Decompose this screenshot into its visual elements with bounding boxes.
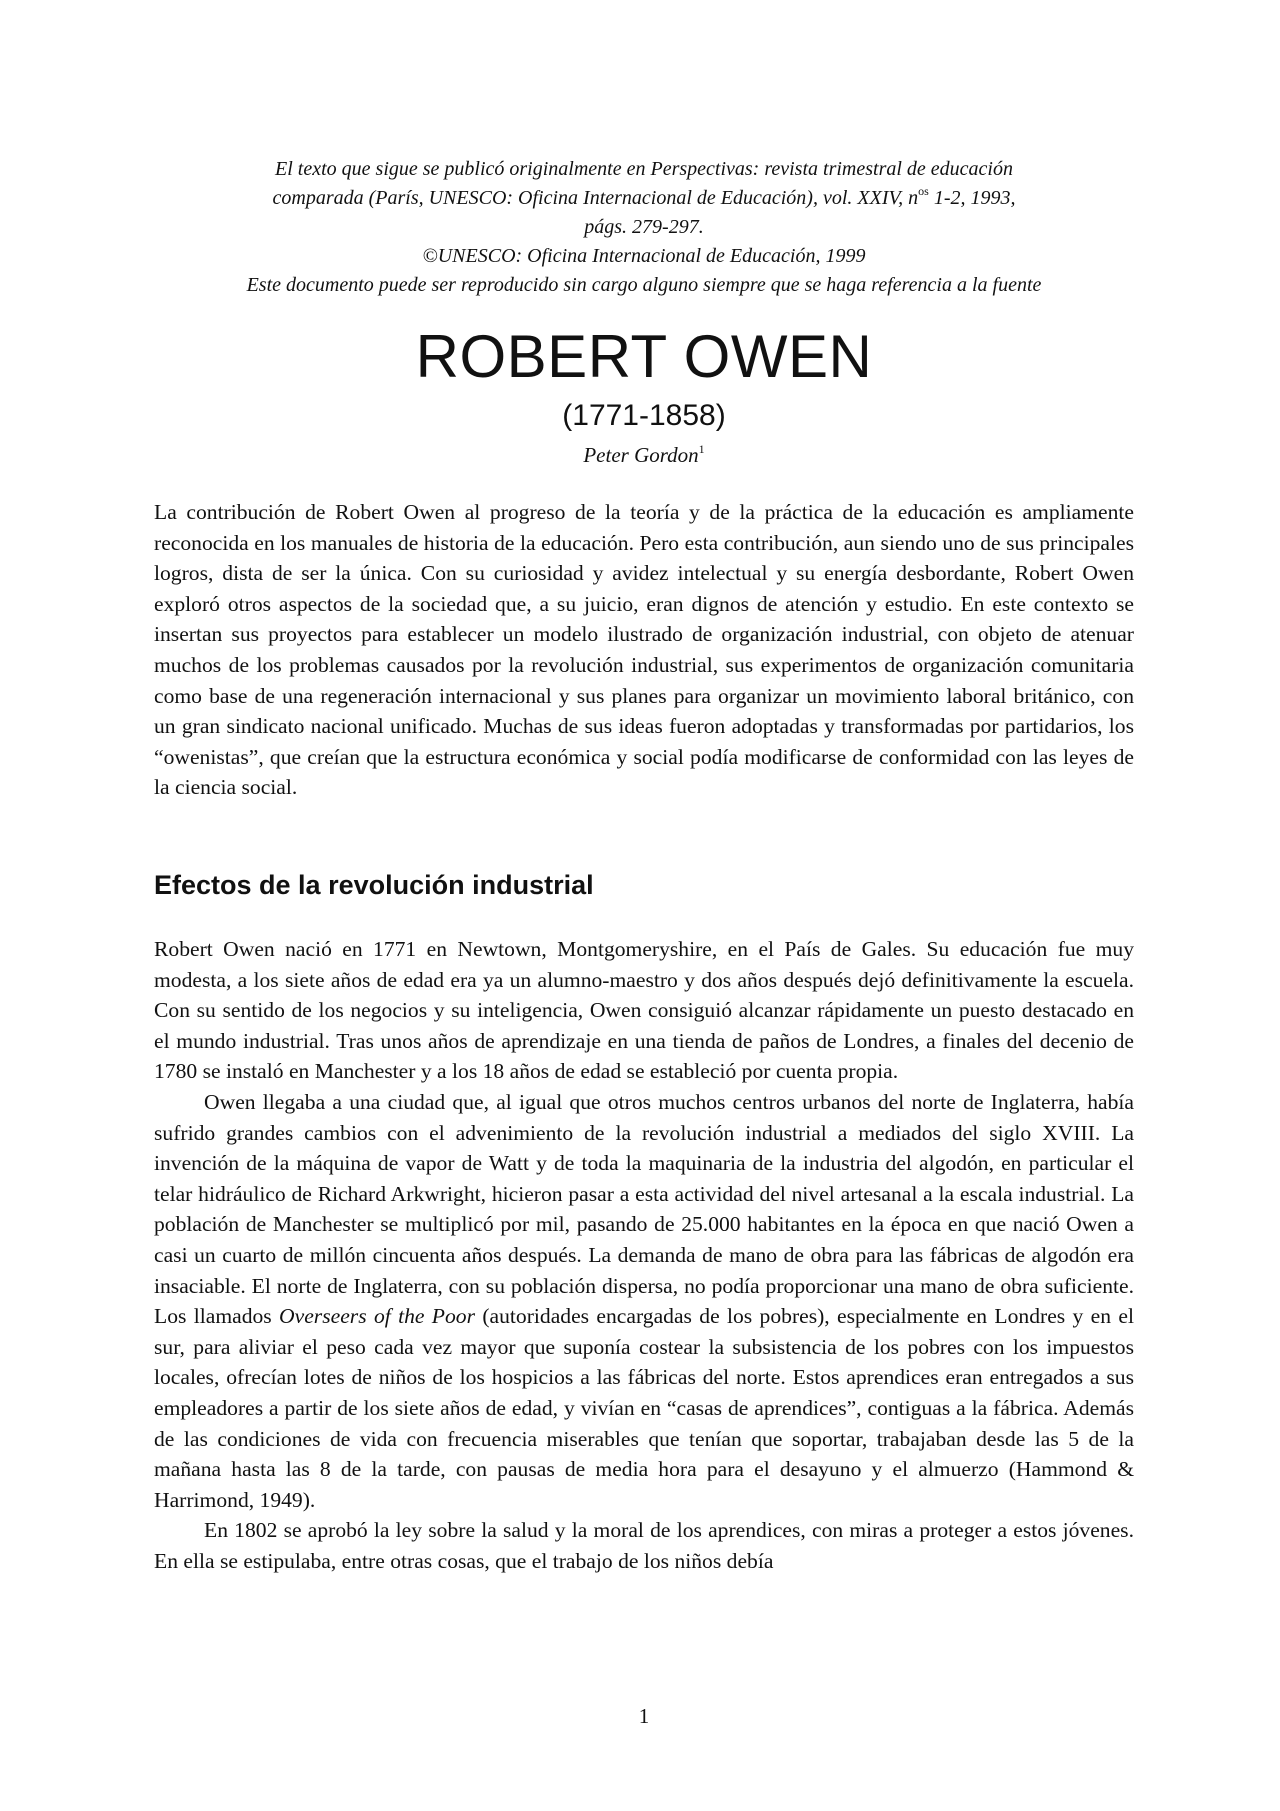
- section-heading: Efectos de la revolución industrial: [154, 870, 594, 900]
- publication-note-superscript: os: [918, 184, 929, 198]
- body-paragraph-1: Robert Owen nació en 1771 en Newtown, Montgomeryshire, en el País de Gales. Su educación fue muy modesta, a los siete años de edad era ya un alumno-maestro y dos años después dejó definitivamente la escuela. Con su sentido de los negocios y su inteligencia, Owen consiguió alcanzar rápidamente un puesto destacado en el mundo industrial. Tras unos años de aprendizaje en una tienda de paños de Londres, a finales del decenio de 1780 se instaló en Manchester y a los 18 años de edad se estableció por cuenta propia.: [154, 937, 1134, 1084]
- reproduction-note: Este documento puede ser reproducido sin cargo alguno siempre que se haga referencia a la fuente: [246, 274, 1042, 296]
- section-body: [154, 934, 1134, 1576]
- publication-note-line-2-end: 1-2, 1993,: [928, 187, 1016, 209]
- publication-note-line-1: El texto que sigue se publicó originalmente en Perspectivas: revista trimestral de educación: [275, 158, 1013, 180]
- copyright-line: ©UNESCO: Oficina Internacional de Educación, 1999: [422, 245, 866, 267]
- body-paragraph-2: [154, 1087, 1134, 1515]
- overseers-term: Overseers of the Poor: [279, 1304, 475, 1329]
- page-number: 1: [638, 1704, 650, 1728]
- publication-note-line-2: [154, 184, 1134, 213]
- page-title: ROBERT OWEN: [415, 323, 873, 390]
- body-paragraph-3: En 1802 se aprobó la ley sobre la salud y la moral de los aprendices, con miras a proteger a estos jóvenes. En ella se estipulaba, entre otras cosas, que el trabajo de los niños debía: [154, 1518, 1134, 1573]
- body-paragraph-2-start: Owen llegaba a una ciudad que, al igual que otros muchos centros urbanos del norte de Inglaterra, había sufrido grandes cambios con el advenimiento de la revolución industrial a mediados del siglo XVIII. La invención de la máquina de vapor de Watt y de toda la maquinaria de la industria del algodón, en particular el telar hidráulico de Richard Arkwright, hicieron pasar a esta actividad del nivel artesanal a la escala industrial. La población de Manchester se multiplicó por mil, pasando de 25.000 habitantes en la época en que nació Owen a casi un cuarto de millón cincuenta años después. La demanda de mano de obra para las fábricas de algodón era insaciable. El norte de Inglaterra, con su población dispersa, no podía proporcionar una mano de obra suficiente. Los llamados: [154, 1089, 1134, 1329]
- author-footnote-mark: 1: [698, 442, 705, 456]
- publication-note-line-2-text: comparada (París, UNESCO: Oficina Internacional de Educación), vol. XXIV, n: [272, 187, 919, 209]
- author-name: Peter Gordon: [583, 443, 699, 467]
- life-dates: (1771-1858): [562, 399, 726, 432]
- body-paragraph-2-end: (autoridades encargadas de los pobres), especialmente en Londres y en el sur, para aliviar el peso cada vez mayor que suponía costear la subsistencia de los pobres con los impuestos locales, ofrecían lotes de niños de los hospicios a las fábricas del norte. Estos aprendices eran entregados a sus empleadores a partir de los siete años de edad, y vivían en “casas de aprendices”, contiguas a la fábrica. Además de las condiciones de vida con frecuencia miserables que tenían que soportar, trabajaban desde las 5 de la mañana hasta las 8 de la tarde, con pausas de media hora para el desayuno y el almuerzo (Hammond & Harrimond, 1949).: [154, 1304, 1134, 1512]
- abstract-paragraph: La contribución de Robert Owen al progreso de la teoría y de la práctica de la educación es ampliamente reconocida en los manuales de historia de la educación. Pero esta contribución, aun siendo uno de sus principales logros, dista de ser la única. Con su curiosidad y avidez intelectual y su energía desbordante, Robert Owen exploró otros aspectos de la sociedad que, a su juicio, eran dignos de atención y estudio. En este contexto se insertan sus proyectos para establecer un modelo ilustrado de organización industrial, con objeto de atenuar muchos de los problemas causados por la revolución industrial, sus experimentos de organización comunitaria como base de una regeneración internacional y sus planes para organizar un movimiento laboral británico, con un gran sindicato nacional unificado. Muchas de sus ideas fueron adoptadas y transformadas por partidarios, los “owenistas”, que creían que la estructura económica y social podía modificarse de conformidad con las leyes de la ciencia social.: [154, 500, 1134, 800]
- publication-note-line-3: págs. 279-297.: [584, 216, 704, 238]
- publication-note: [154, 155, 1134, 300]
- author-line: [154, 441, 1134, 469]
